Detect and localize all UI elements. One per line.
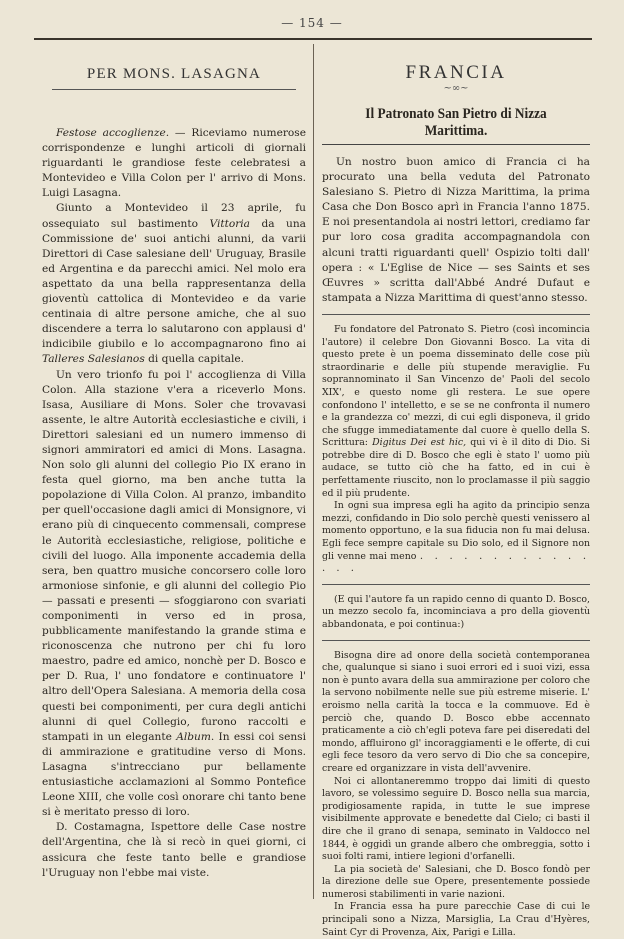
left-column <box>42 46 306 903</box>
paragraph-intro: Un nostro buon amico di Francia ci ha procurato una bella veduta del Patronato Salesiano S. Pietro di Nizza Marittima, la prima Casa che Don Bosco aprì in Francia l'anno 1875. E noi presentandola ai nostri lettori, crediamo far pur loro cosa gradita accompagnandola con alcuni tratti riguardanti quell' Ospizio tolti dall' opera : « L'Eglise de Nice — ses Saints et ses Œuvres » scritta dall'Abbé André Dufaut e stampata a Nizza Marittima di quest'anno stesso. <box>322 156 590 304</box>
editor-aside: (E qui l'autore fa un rapido cenno di quanto D. Bosco, un mezzo secolo fa, incominciava a pro della gioventù abbandonata, e poi continua:) <box>322 593 590 630</box>
ellipsis-dots: . . . . . . . . . . . . . . . <box>322 550 590 575</box>
quote-fondatore: Fu fondatore del Patronato S. Pietro (così incomincia l'autore) il celebre Don Giovanni Bosco. La vita di questo prete è un poema disseminato delle cose più straordinarie e delle più stupende meraviglie. Fu soprannominato il San Vincenzo de' Paoli del secolo XIX', e questo nome gli restera. Le sue opere confondono l' intelletto, e se se ne confronta il numero e la grandezza co' mezzi, di cui egli disponeva, il grido che sfugge immediatamente dal cuore è quello della S. Scrittura: Digitus Dei est hic, qui vi è il dito di Dio. Si potrebbe dire di D. Bosco che egli è stato l' uomo più audace, se tutto ciò che ha fatto, ed in cui è perfettamente riuscito, non lo proclamasse il più saggio ed il più prudente. <box>322 323 590 499</box>
quote-francia: In Francia essa ha pure parecchie Case di cui le principali sono a Nizza, Marsiglia, La Crau d'Hyères, Saint Cyr di Provenza, Aix, Parigi e Lilla. <box>322 901 590 938</box>
paragraph-costamagna: D. Costamagna, Ispettore delle Case nostre dell'Argentina, che là si recò in quei giorni, ci assicura che feste tanto belle e grandiose l'Uruguay non l'ebbe mai viste. <box>42 821 306 879</box>
album-word: Album <box>176 730 211 743</box>
quote-impresa: In ogni sua impresa egli ha agito da principio senza mezzi, confidando in Dio solo perchè questi venissero al momento opportuno, e la sua fiducia non fu mai delusa. Egli fece sempre capitale su Dio solo, ed il Signore non gli venne mai meno . . . . . . . . . . . . . . . <box>322 500 590 575</box>
ship-name: Vittoria <box>209 217 250 230</box>
lead-italic: Festose accoglienze. <box>56 127 170 139</box>
page-number: — 154 — <box>281 16 343 30</box>
separator-rule <box>322 584 590 585</box>
section-title-lasagna: PER MONS. LASAGNA <box>86 66 262 82</box>
latin-quote: Digitus Dei est hic, <box>372 437 467 449</box>
ornament-icon: ~∞~ <box>443 83 469 94</box>
paragraph-festose: Festose accoglienze. — Riceviamo numerose corrispondenze e lunghi articoli di giornali riguardanti le grandiose feste celebratesi a Montevideo e Villa Colon per l' arrivo di Mons. Luigi Lasagna. <box>42 127 306 200</box>
place-name: Talleres Salesianos <box>42 353 145 366</box>
column-divider <box>313 44 314 899</box>
section-title-francia: FRANCIA <box>405 62 507 83</box>
section-rule <box>52 89 296 90</box>
paragraph-villa-colon: Un vero trionfo fu poi l' accoglienza di Villa Colon. Alla stazione v'era a riceverlo Mons. Isasa, Ausiliare di Mons. Soler che trovavasi assente, le altre Autorità ecclesiastiche e civili, i Direttori salesiani ed un numero immenso di signori ammiratori ed amici di Mons. Lasagna. Non solo gli alunni del collegio Pio IX erano in festa quel giorno, ma ben anche tutta la popolazione di Villa Colon. Al pranzo, imbandito per quell'occasione dagli amici di Monsignore, vi erano più di cinquecento commensali, comprese le Autorità ecclesiastiche, religiose, politiche e civili del luogo. Alla imponente accademia della sera, ben quattro musiche concorsero colle loro armoniose sinfonie, e gli alunni del collegio Pio — passati e presenti — sfoggiarono con svariati componimenti in verso ed in prosa, pubblicamente manifestando la grande stima e riconoscenza che nutrono per chi fu loro maestro, padre ed amico, nonchè per D. Bosco e per D. Rua, l' uno fondatore e continuatore l' altro dell'Opera Salesiana. A memoria della cosa questi bei componimenti, per cura degli antichi alunni di quel Collegio, furono raccolti e stampati in un elegante Album. In essi coi sensi di ammirazione e gratitudine verso di Mons. Lasagna s'intrecciano pur bellamente entusiastiche acclamazioni al Sommo Pontefice Leone XIII, che volle così onorare chi tanto bene si è meritato presso di loro. <box>42 368 306 819</box>
quote-salesiani: La pia società de' Salesiani, che D. Bosco fondò per la direzione delle sue Opere, presentemente possiede numerosi stabilimenti in varie nazioni. <box>322 863 590 900</box>
title-rule <box>322 144 590 145</box>
article-title: Il Patronato San Pietro di Nizza Marittima. <box>365 106 547 139</box>
paragraph-arrivo: Giunto a Montevideo il 23 aprile, fu ossequiato sul bastimento Vittoria da una Commissione de' suoi antichi alunni, da varii Direttori di Case salesiane dell' Uruguay, Brasile ed Argentina e da parecchi amici. Nel molo era aspettato da una bella rappresentanza della gioventù cattolica di Montevideo e da varie centinaia di altre persone amiche, che al suo discendere a terra lo salutarono con applausi d' indicibile giubilo e lo accompagnarono fino ai Talleres Salesianos di quella capitale. <box>42 202 307 366</box>
quote-limiti: Noi ci allontaneremmo troppo dai limiti di questo lavoro, se volessimo seguire D. Bosco nella sua marcia, prodigiosamente rapida, in tutte le sue imprese visibilmente approvate e benedette dal Cielo; ci basti il dire che il grano di senapa, seminato in Valdocco nel 1844, è oggidì un grande albero che ombreggia, sotto i suoi folti rami, intiere legioni d'orfanelli. <box>322 775 590 863</box>
separator-rule <box>322 640 590 641</box>
header-rule <box>34 38 592 40</box>
right-column <box>322 46 590 938</box>
quote-societa: Bisogna dire ad onore della società contemporanea che, qualunque si siano i suoi errori ed i suoi vizi, essa non è punto avara della sua ammirazione per coloro che la servono nobilmente nelle sue più estreme miserie. L' eroismo nella carità la tocca e la commuove. Ed è perciò che, quando D. Bosco ebbe accennato praticamente a ciò ch'egli poteva fare pei diseredati del mondo, affluirono gl' incoraggiamenti e le offerte, di cui egli fece tesoro da vero servo di Dio che sa concepire, creare ed organizzare in vista dell'avvenire. <box>322 649 590 774</box>
separator-rule <box>322 314 590 315</box>
